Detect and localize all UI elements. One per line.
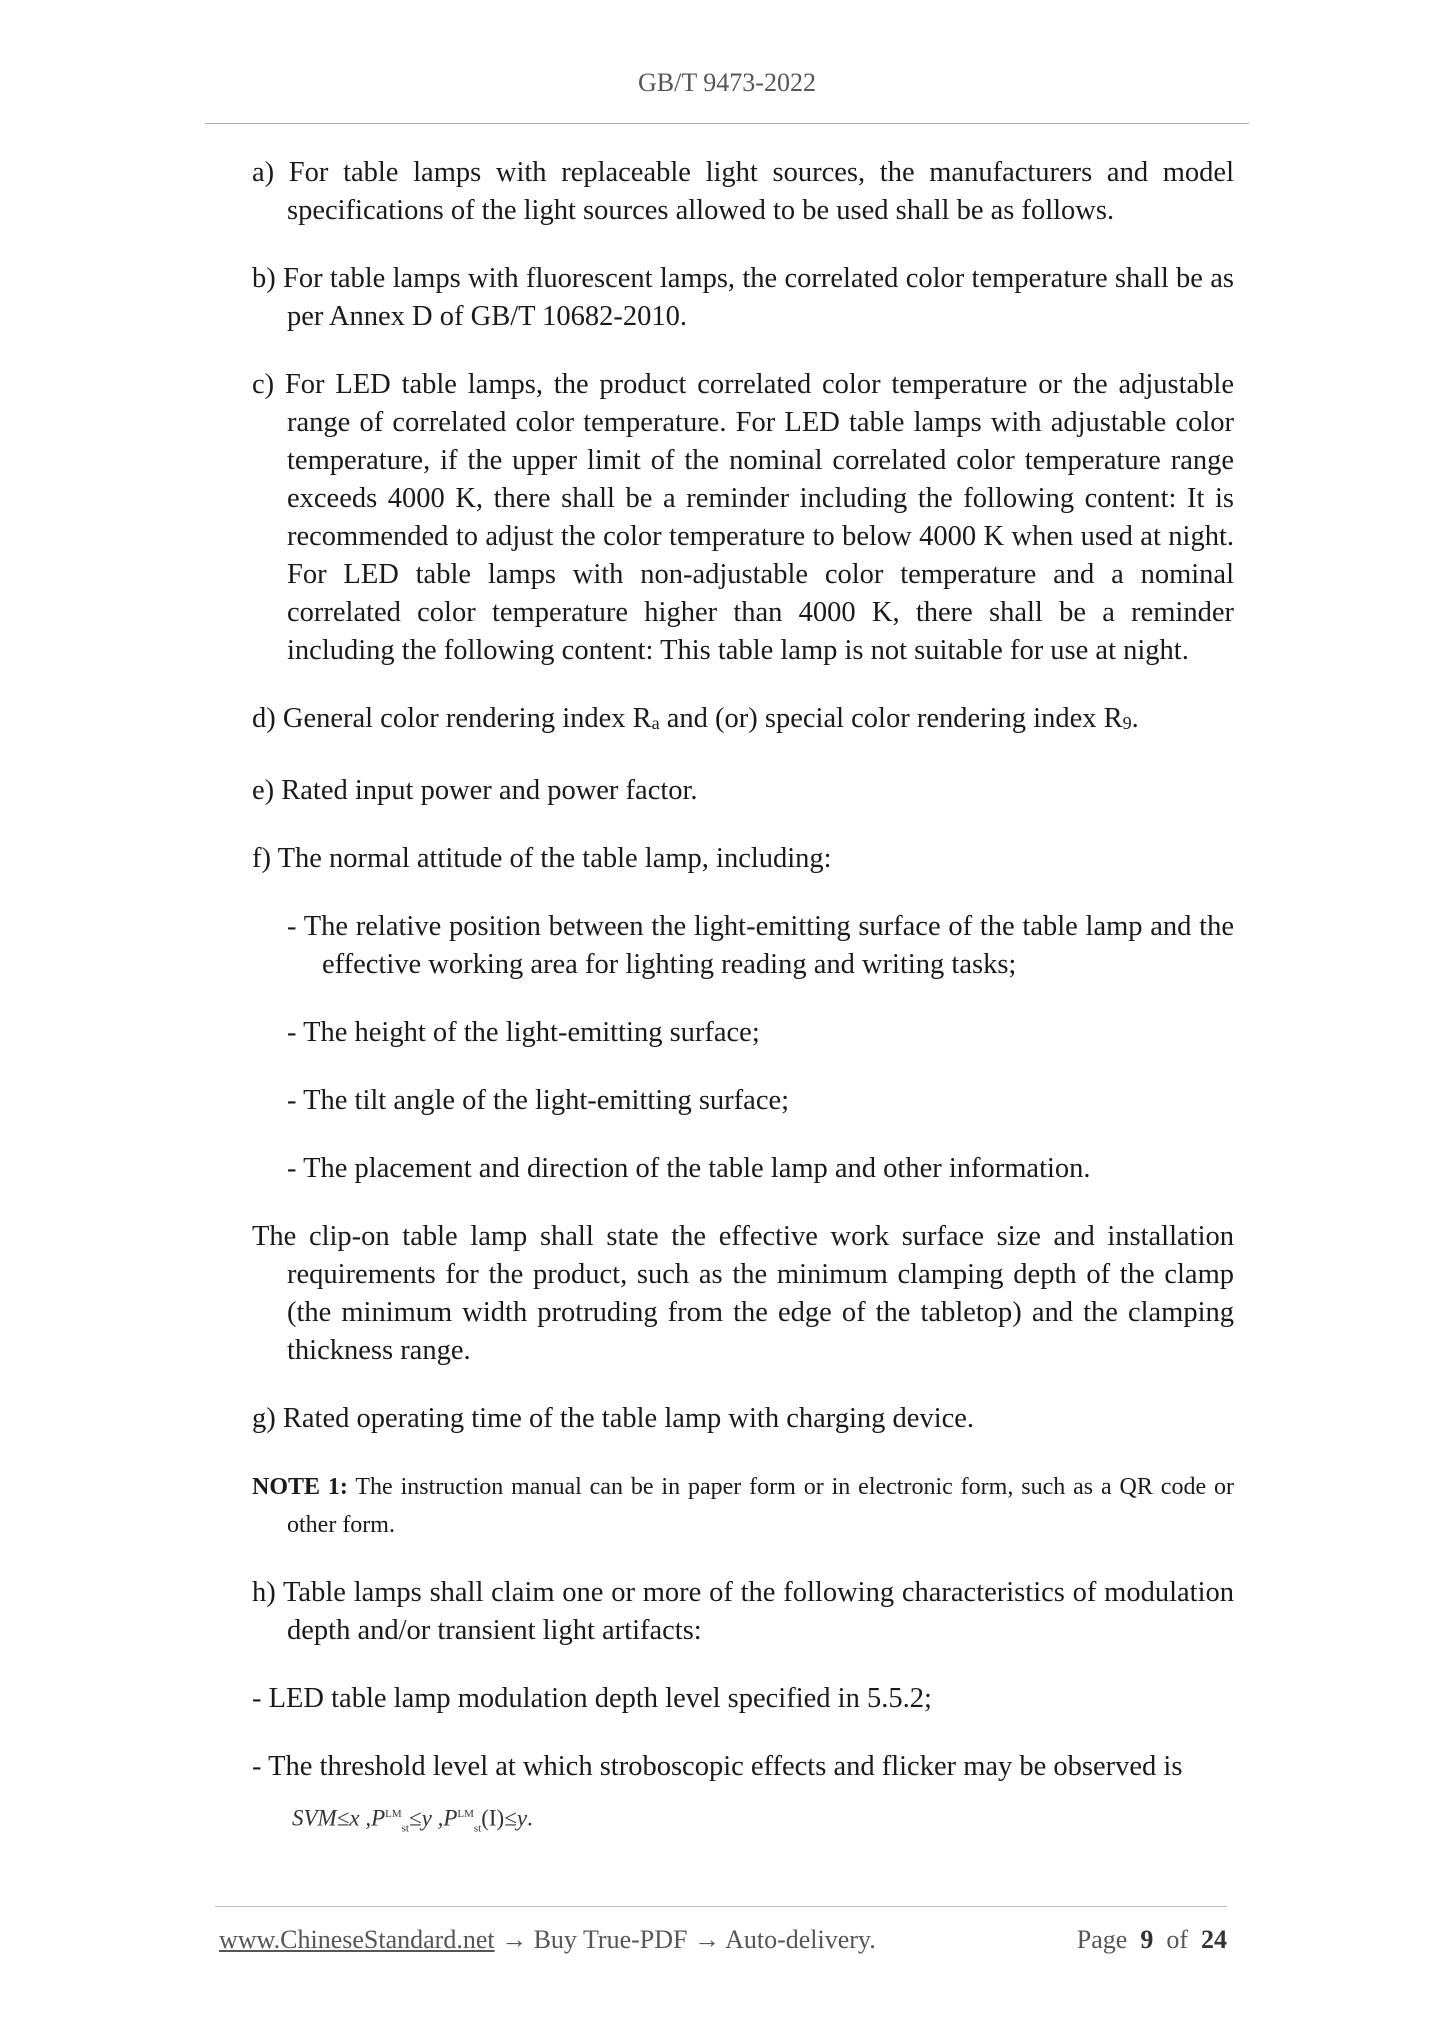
formula-sub-1: st <box>401 1822 409 1835</box>
formula-sup-1: LM <box>385 1808 402 1820</box>
item-f-sub-3: - The tilt angle of the light-emitting surface; <box>287 1085 790 1116</box>
formula-p-2: P <box>443 1805 458 1831</box>
arrow-2: → <box>687 1925 726 1954</box>
site-link[interactable]: www.ChineseStandard.net <box>219 1925 495 1954</box>
formula-svm: SVM <box>292 1805 337 1831</box>
item-b: b) For table lamps with fluorescent lamps, the correlated color temperature shall be as per Annex D of GB/T 10682-2010. <box>252 263 1234 332</box>
formula-comma-2: , <box>431 1805 444 1831</box>
formula-le-1: ≤ <box>336 1805 350 1831</box>
formula-comma-1: , <box>359 1805 372 1831</box>
page-label: Page <box>1076 1925 1128 1954</box>
item-f-sub-4: - The placement and direction of the table lamp and other information. <box>287 1153 1091 1184</box>
formula-period: . <box>527 1805 533 1831</box>
footer-divider <box>215 1906 1227 1907</box>
formula-le-2: ≤ <box>408 1805 422 1831</box>
formula-sup-2: LM <box>457 1808 474 1820</box>
flicker-formula <box>292 1792 1234 1850</box>
formula-le-3: ≤ <box>504 1805 517 1831</box>
item-c: c) For LED table lamps, the product correlated color temperature or the adjustable range of correlated color temperature. For LED table lamps with adjustable color temperature, if the upper limit of the nominal correlated color temperature range exceeds 4000 K, there shall be a reminder including the following content: It is recommended to adjust the color temperature to below 4000 K when used at night. For LED table lamps with non-adjustable color temperature and a nominal correlated color temperature higher than 4000 K, there shall be a reminder including the following content: This table lamp is not suitable for use at night. <box>252 369 1234 666</box>
ra-subscript: a <box>651 713 660 733</box>
item-h-dash-2: - The threshold level at which stroboscopic effects and flicker may be observed is <box>252 1751 1183 1782</box>
formula-sub-2: st <box>473 1822 482 1835</box>
of-label: of <box>1166 1925 1188 1954</box>
item-f: f) The normal attitude of the table lamp, including: <box>252 843 832 874</box>
item-h: h) Table lamps shall claim one or more of the following characteristics of modulation depth and/or transient light artifacts: <box>252 1577 1234 1646</box>
r9-subscript: 9 <box>1122 713 1132 733</box>
formula-p-1: P <box>371 1805 386 1831</box>
auto-delivery-text: Auto-delivery. <box>725 1925 876 1954</box>
item-d-prefix: d) General color rendering index R <box>252 703 652 734</box>
item-d-mid: and (or) special color rendering index R <box>659 703 1123 734</box>
page-body <box>252 154 1234 1850</box>
document-header: GB/T 9473-2022 <box>638 68 816 97</box>
item-e: e) Rated input power and power factor. <box>252 775 698 806</box>
page-footer <box>219 1922 1227 1958</box>
item-h-dash-1: - LED table lamp modulation depth level specified in 5.5.2; <box>252 1683 932 1714</box>
item-d <box>252 700 1234 742</box>
page-total: 24 <box>1201 1925 1227 1954</box>
page-indicator <box>1077 1922 1227 1958</box>
item-a: a) For table lamps with replaceable light sources, the manufacturers and model specifications of the light sources allowed to be used shall be as follows. <box>252 157 1234 226</box>
header-divider <box>205 123 1249 124</box>
formula-y-1: y <box>421 1805 432 1831</box>
note-1 <box>252 1468 1234 1544</box>
formula-i: (I) <box>481 1805 505 1831</box>
arrow-1: → <box>494 1925 534 1954</box>
item-f-sub-1: - The relative position between the light-emitting surface of the table lamp and the effective working area for lighting reading and writing tasks; <box>287 911 1234 980</box>
page-number: 9 <box>1140 1925 1154 1954</box>
item-g: g) Rated operating time of the table lamp with charging device. <box>252 1403 975 1434</box>
buy-text: Buy True-PDF <box>533 1925 688 1954</box>
item-d-suffix: . <box>1131 703 1139 734</box>
formula-x: x <box>349 1805 360 1831</box>
item-f-sub-2: - The height of the light-emitting surface; <box>287 1017 760 1048</box>
note-label: NOTE 1: <box>252 1474 348 1500</box>
formula-y-2: y <box>516 1805 528 1831</box>
clip-on-paragraph: The clip-on table lamp shall state the effective work surface size and installation requirements for the product, such as the minimum clamping depth of the clamp (the minimum width protruding from the edge of the tabletop) and the clamping thickness range. <box>252 1221 1234 1366</box>
note-text: The instruction manual can be in paper form or in electronic form, such as a QR code or other form. <box>287 1474 1234 1538</box>
